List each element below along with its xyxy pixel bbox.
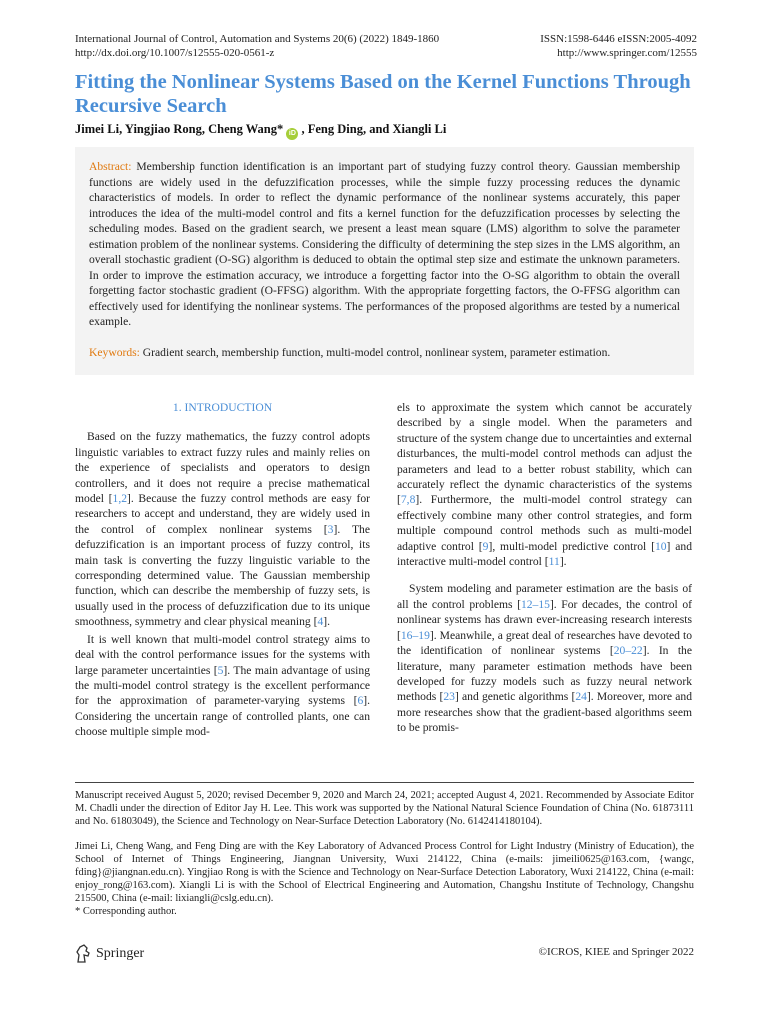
citation-link[interactable]: 3 xyxy=(327,522,334,536)
header-left xyxy=(75,32,439,60)
manuscript-note: Manuscript received August 5, 2020; revised December 9, 2020 and March 24, 2021; accepted August 4, 2021. Recommended by Associate Editor M. Chadli under the direction of Editor Jay H. Lee. This work was supported by the National Natural Science Foundation of China (No. 61873111 and No. 61803049), the Science and Technology on Near-Surface Detection Laboratory (No. 6142414180104). xyxy=(75,790,694,827)
authors-part1: Jimei Li, Yingjiao Rong, Cheng Wang* xyxy=(75,122,284,136)
publisher-name: Springer xyxy=(96,946,145,961)
section-heading: 1. INTRODUCTION xyxy=(172,401,273,414)
keywords xyxy=(89,345,689,360)
authors-part2: , Feng Ding, and Xiangli Li xyxy=(301,122,447,136)
journal-citation: International Journal of Control, Automation and Systems 20(6) (2022) 1849-1860 xyxy=(75,33,440,45)
citation-link[interactable]: 24 xyxy=(575,690,587,704)
keywords-text: Gradient search, membership function, multi-model control, nonlinear system, parameter estimation. xyxy=(142,346,611,359)
citation-link[interactable]: 7,8 xyxy=(400,493,416,507)
citation-link[interactable]: 16–19 xyxy=(400,628,430,642)
citation-link[interactable]: 10 xyxy=(654,539,667,553)
intro-paragraph-3: System modeling and parameter estimation are the basis of all the control problems [12–15]. For decades, the control of nonlinear systems has drawn ever-increasing research interests [16–19]. Meanwhile, a great deal of researches have devoted to the identification of nonlinear systems [20–22]. In the literature, many parameter estimation methods have been developed for fuzzy models such as fuzzy neural network methods [23] and genetic algorithms [24]. Moreover, more and more researches show that the gradient-based algorithms seem to be promis- xyxy=(397,582,692,735)
citation-link[interactable]: 1,2 xyxy=(112,492,128,506)
intro-paragraph-1: Based on the fuzzy mathematics, the fuzzy control adopts linguistic variables to extract fuzzy rules and mainly relies on the experience of specialists and operators to design controllers, and it does not require a precise mathematical model [1,2]. Because the fuzzy control methods are easy for researchers to accept and understand, they are widely used in the control of complex nonlinear systems [3]. The defuzzification is an important process of fuzzy control, its main task is converting the fuzzy linguistic variable to the corresponding determined value. The Gaussian membership function, which can describe the membership of fuzzy sets, is usually used in the process of defuzzification due to its unique smoothness, symmetry and clear physical meaning [4]. xyxy=(75,430,370,629)
left-column xyxy=(75,400,370,740)
springer-logo xyxy=(75,944,144,964)
citation-link[interactable]: 5 xyxy=(217,663,224,677)
doi-link[interactable]: http://dx.doi.org/10.1007/s12555-020-0561-z xyxy=(75,47,275,59)
author-list xyxy=(75,122,695,140)
journal-url-link[interactable]: http://www.springer.com/12555 xyxy=(557,47,697,59)
abstract-label: Abstract: xyxy=(89,160,132,173)
issn-text: ISSN:1598-6446 eISSN:2005-4092 xyxy=(540,33,697,45)
abstract-text: Membership function identification is an important part of studying fuzzy control theory. Gaussian membership functions are widely used in the defuzzification processes, while the simple fuzzy processing reduces the dynamic characteristics of models. In order to reflect the dynamic performance of the nonlinear systems accurately, this paper introduces the idea of the multi-model control and fits a kernel function for the defuzzification processes by selecting the scheduling modes. Based on the gradient search, we present a least mean square (LMS) algorithm to solve the parameter estimation problem of the nonlinear systems. Considering the difficulty of determining the step sizes in the LMS algorithm, an overall stochastic gradient (O-SG) algorithm is deduced to obtain the optimal step size and estimate the unknown parameters. In order to improve the estimation accuracy, we introduce a forgetting factor into the O-SG algorithm to obtain the overall forgetting factor stochastic gradient (O-FFSG) algorithm. With the appropriate forgetting factors, the O-FFSG algorithm can effectively used for identifying the nonlinear systems. The performances of the proposed algorithms are tested by a numerical example. xyxy=(89,160,680,328)
intro-paragraph-2-cont: els to approximate the system which cannot be accurately described by a single model. When the parameters and structure of the system change due to uncertainties and external disturbances, the multi-model control methods can adjust the parameters and lead to a better robust stability, which can accurately reflect the dynamic characteristics of the systems [7,8]. Furthermore, the multi-model control strategy can effectively combine many other control strategies, and form multiple compound control methods such as multi-model adaptive control [9], multi-model predictive control [10] and interactive multi-model control [11]. xyxy=(397,401,692,569)
citation-link[interactable]: 12–15 xyxy=(520,597,550,611)
footnote-rule xyxy=(75,782,694,783)
copyright-text: ©ICROS, KIEE and Springer 2022 xyxy=(538,946,694,958)
keywords-label: Keywords: xyxy=(89,346,140,359)
corresponding-note: * Corresponding author. xyxy=(75,906,177,917)
header-right xyxy=(540,32,697,60)
abstract-box xyxy=(75,147,694,375)
citation-link[interactable]: 11 xyxy=(548,555,560,569)
affiliations-note: Jimei Li, Cheng Wang, and Feng Ding are with the Key Laboratory of Advanced Process Control for Light Industry (Ministry of Education), the School of Internet of Things Engineering, Jiangnan University, Wuxi 214122, China (e-mails: jimeili0625@163.com, {wangc, fding}@jiangnan.edu.cn). Yingjiao Rong is with the Science and Technology on Near-Surface Detection Laboratory, Wuxi 214122, China (e-mail: enjoy_rong@163.com). Xiangli Li is with the School of Electrical Engineering and Automation, Changshu Institute of Technology, Changshu 215500, China (e-mail: lixiangli@cslg.edu.cn). xyxy=(75,841,694,904)
paper-title: Fitting the Nonlinear Systems Based on the Kernel Functions Through Recursive Search xyxy=(75,71,691,117)
citation-link[interactable]: 6 xyxy=(357,694,364,708)
citation-link[interactable]: 4 xyxy=(317,615,324,629)
citation-link[interactable]: 9 xyxy=(482,539,489,553)
springer-horse-icon xyxy=(75,944,91,964)
citation-link[interactable]: 20–22 xyxy=(613,644,643,658)
right-column xyxy=(397,400,692,736)
orcid-icon[interactable]: iD xyxy=(286,128,298,140)
intro-paragraph-2: It is well known that multi-model control strategy aims to deal with the control performance issues for the systems with large parameter uncertainties [5]. The main advantage of using the multi-model control strategy is the excellent performance for the approximation of parameter-varying systems [6]. Considering the uncertain range of controlled plants, one can choose multiple simple mod- xyxy=(75,632,370,739)
citation-link[interactable]: 23 xyxy=(443,690,455,704)
